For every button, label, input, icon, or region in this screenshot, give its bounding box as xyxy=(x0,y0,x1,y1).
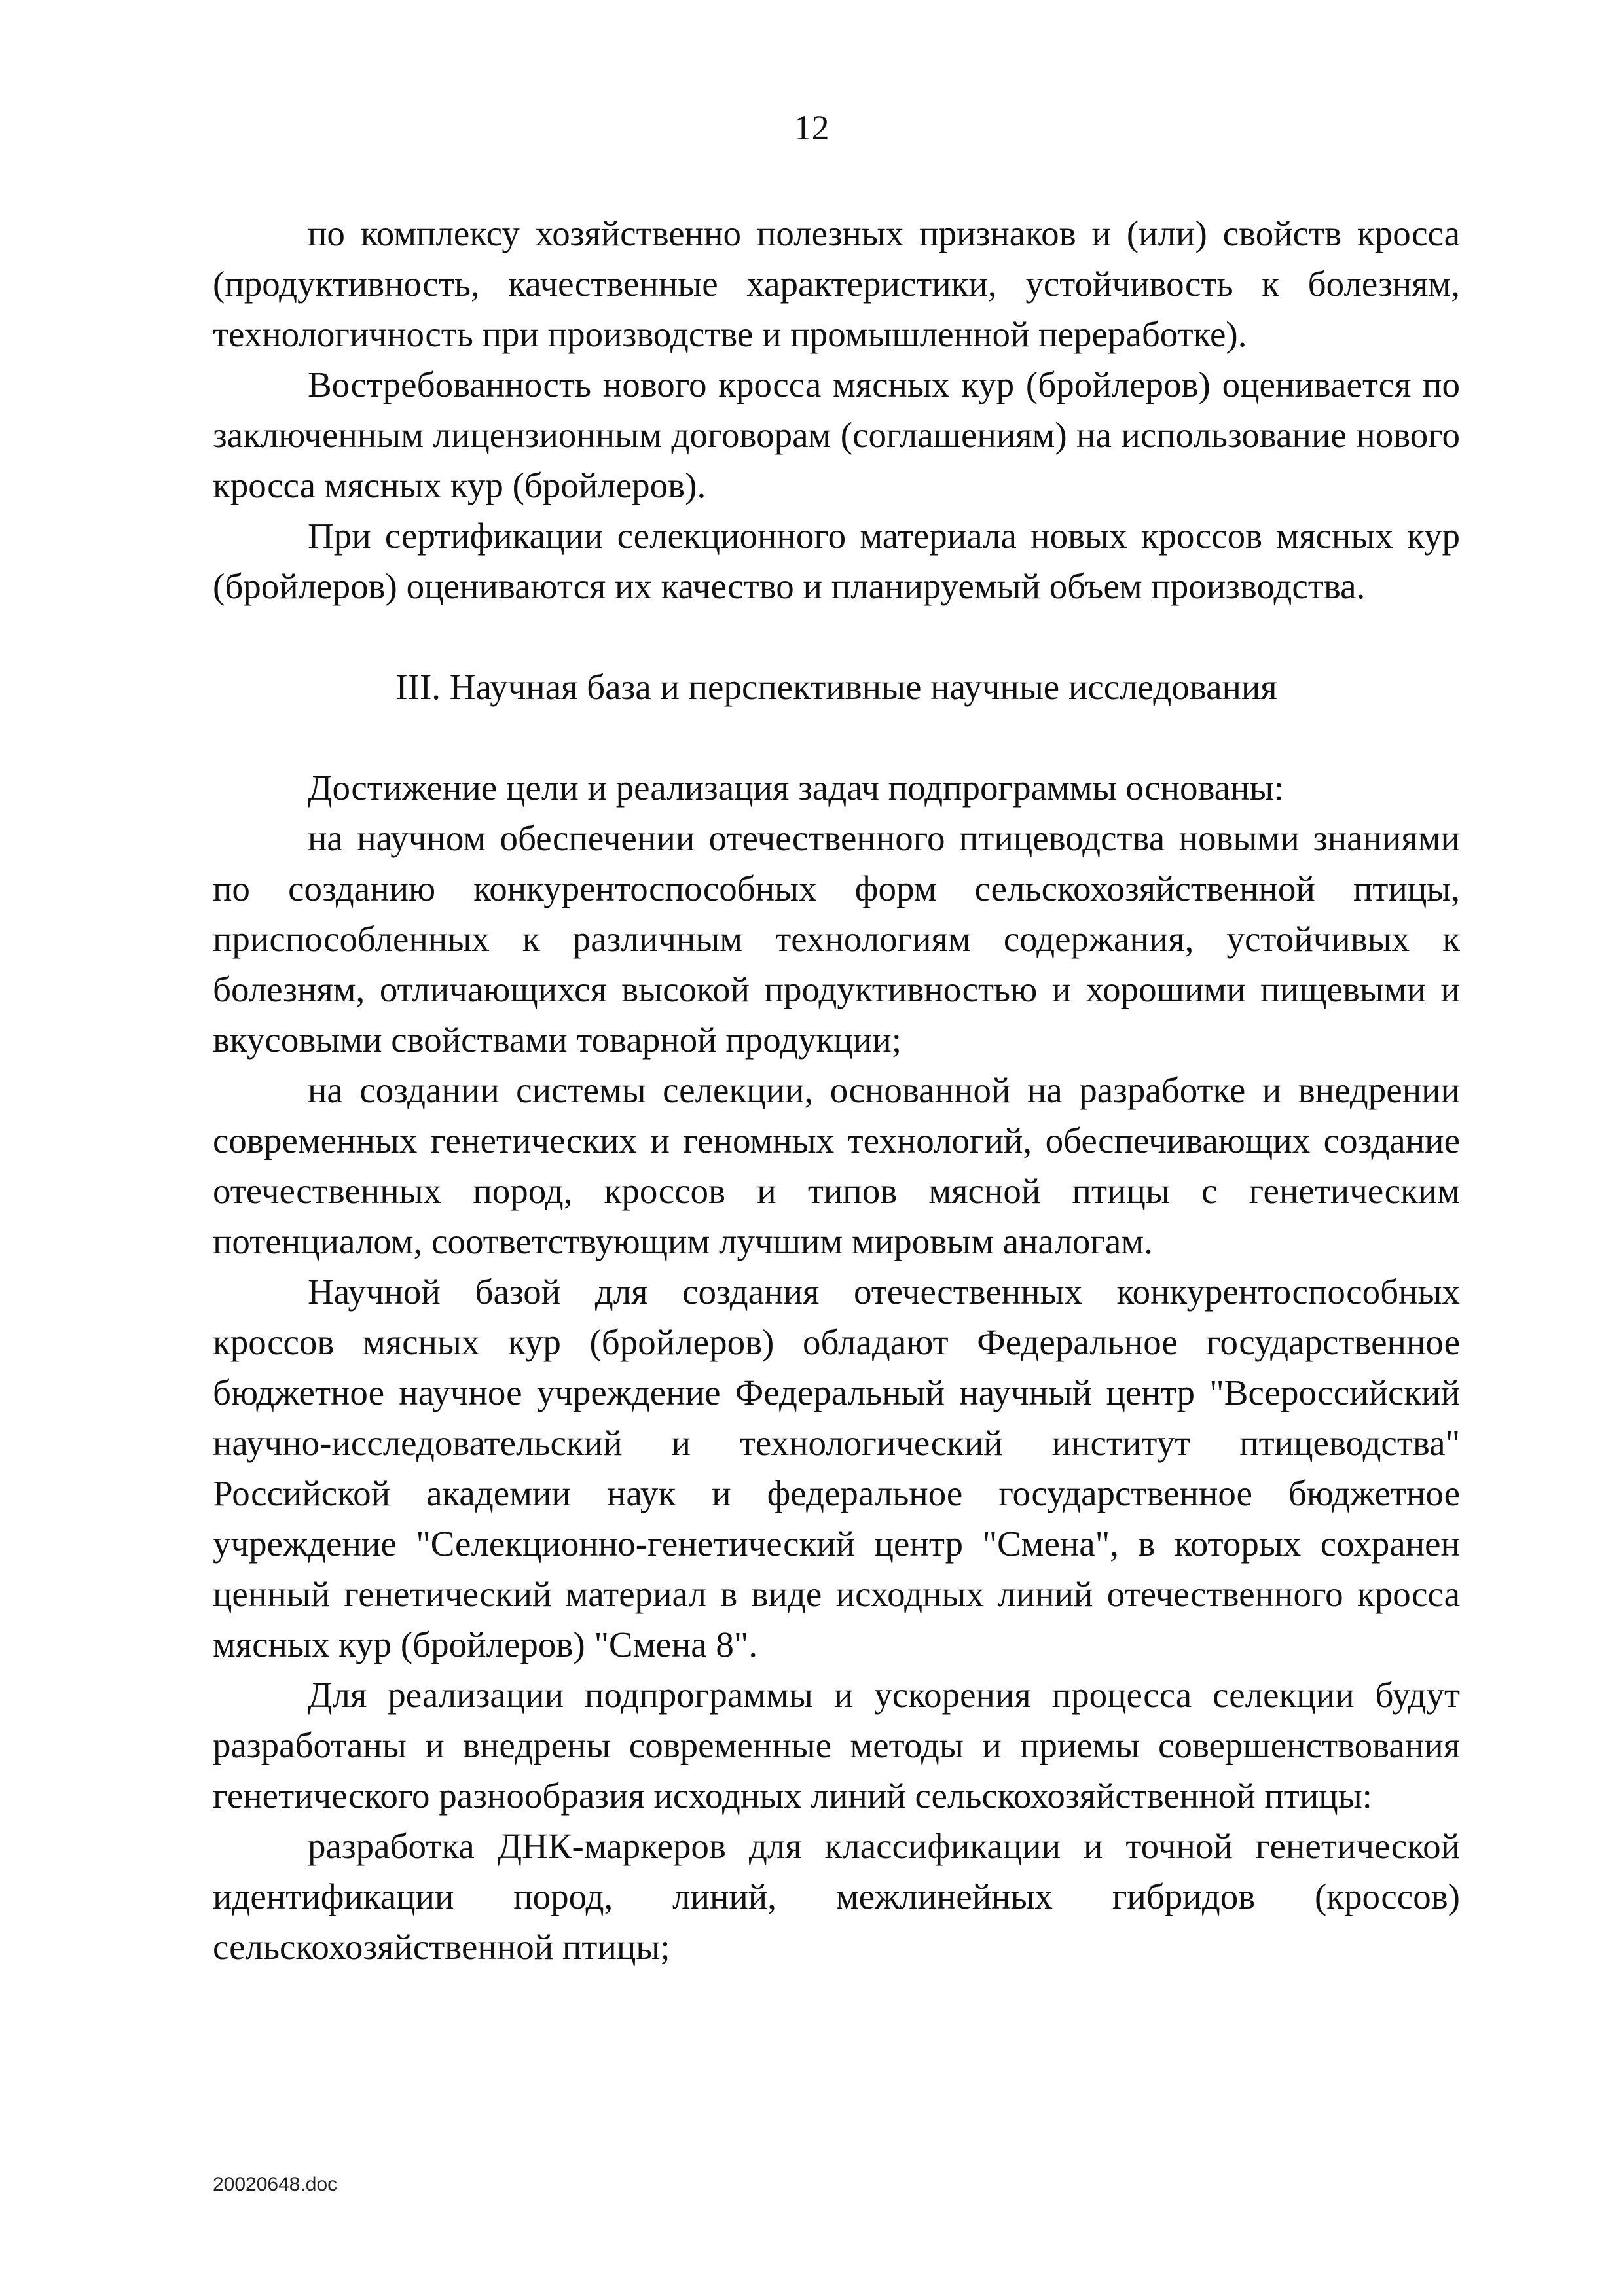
paragraph-goal-basis: Достижение цели и реализация задач подпрограммы основаны: xyxy=(308,768,1284,808)
paragraph-demand: Востребованность нового кросса мясных кур (бройлеров) оценивается по заключенным лицензионным договорам (соглашениям) на использование нового кросса мясных кур (бройлеров). xyxy=(213,365,1460,505)
paragraph-criteria-continuation: по комплексу хозяйственно полезных признаков и (или) свойств кросса (продуктивность, качественные характеристики, устойчивость к болезням, технологичность при производстве и промышленной переработке). xyxy=(213,213,1460,354)
paragraph-selection-system: на создании системы селекции, основанной на разработке и внедрении современных генетических и геномных технологий, обеспечивающих создание отечественных пород, кроссов и типов мясной птицы с генетическим потенциалом, соответствующим лучшим мировым аналогам. xyxy=(213,1070,1460,1261)
paragraph-scientific-support: на научном обеспечении отечественного птицеводства новыми знаниями по созданию конкурентоспособных форм сельскохозяйственной птицы, приспособленных к различным технологиям содержания, устойчивых к болезням, отличающихся высокой продуктивностью и хорошими пищевыми и вкусовыми свойствами товарной продукции; xyxy=(213,818,1460,1060)
paragraph-dna-markers: разработка ДНК-маркеров для классификации и точной генетической идентификации пород, линий, межлинейных гибридов (кроссов) сельскохозяйственной птицы; xyxy=(213,1826,1460,1967)
paragraph-scientific-base: Научной базой для создания отечественных конкурентоспособных кроссов мясных кур (бройлеров) обладают Федеральное государственное бюджетное научное учреждение Федеральный научный центр "Всероссийский научно-исследовательский и технологический институт птицеводства" Российской академии наук и федеральное государственное бюджетное учреждение "Селекционно-генетический центр "Смена", в которых сохранен ценный генетический материал в виде исходных линий отечественного кросса мясных кур (бройлеров) "Смена 8". xyxy=(213,1272,1460,1664)
paragraph-certification: При сертификации селекционного материала новых кроссов мясных кур (бройлеров) оцениваются их качество и планируемый объем производства. xyxy=(213,516,1460,606)
page-number: 12 xyxy=(793,108,830,147)
paragraph-methods: Для реализации подпрограммы и ускорения процесса селекции будут разработаны и внедрены современные методы и приемы совершенствования генетического разнообразия исходных линий сельскохозяйственной птицы: xyxy=(213,1675,1460,1816)
section-heading: III. Научная база и перспективные научные исследования xyxy=(395,667,1277,707)
document-body xyxy=(213,208,1460,1972)
footer-filename: 20020648.doc xyxy=(213,2174,338,2195)
